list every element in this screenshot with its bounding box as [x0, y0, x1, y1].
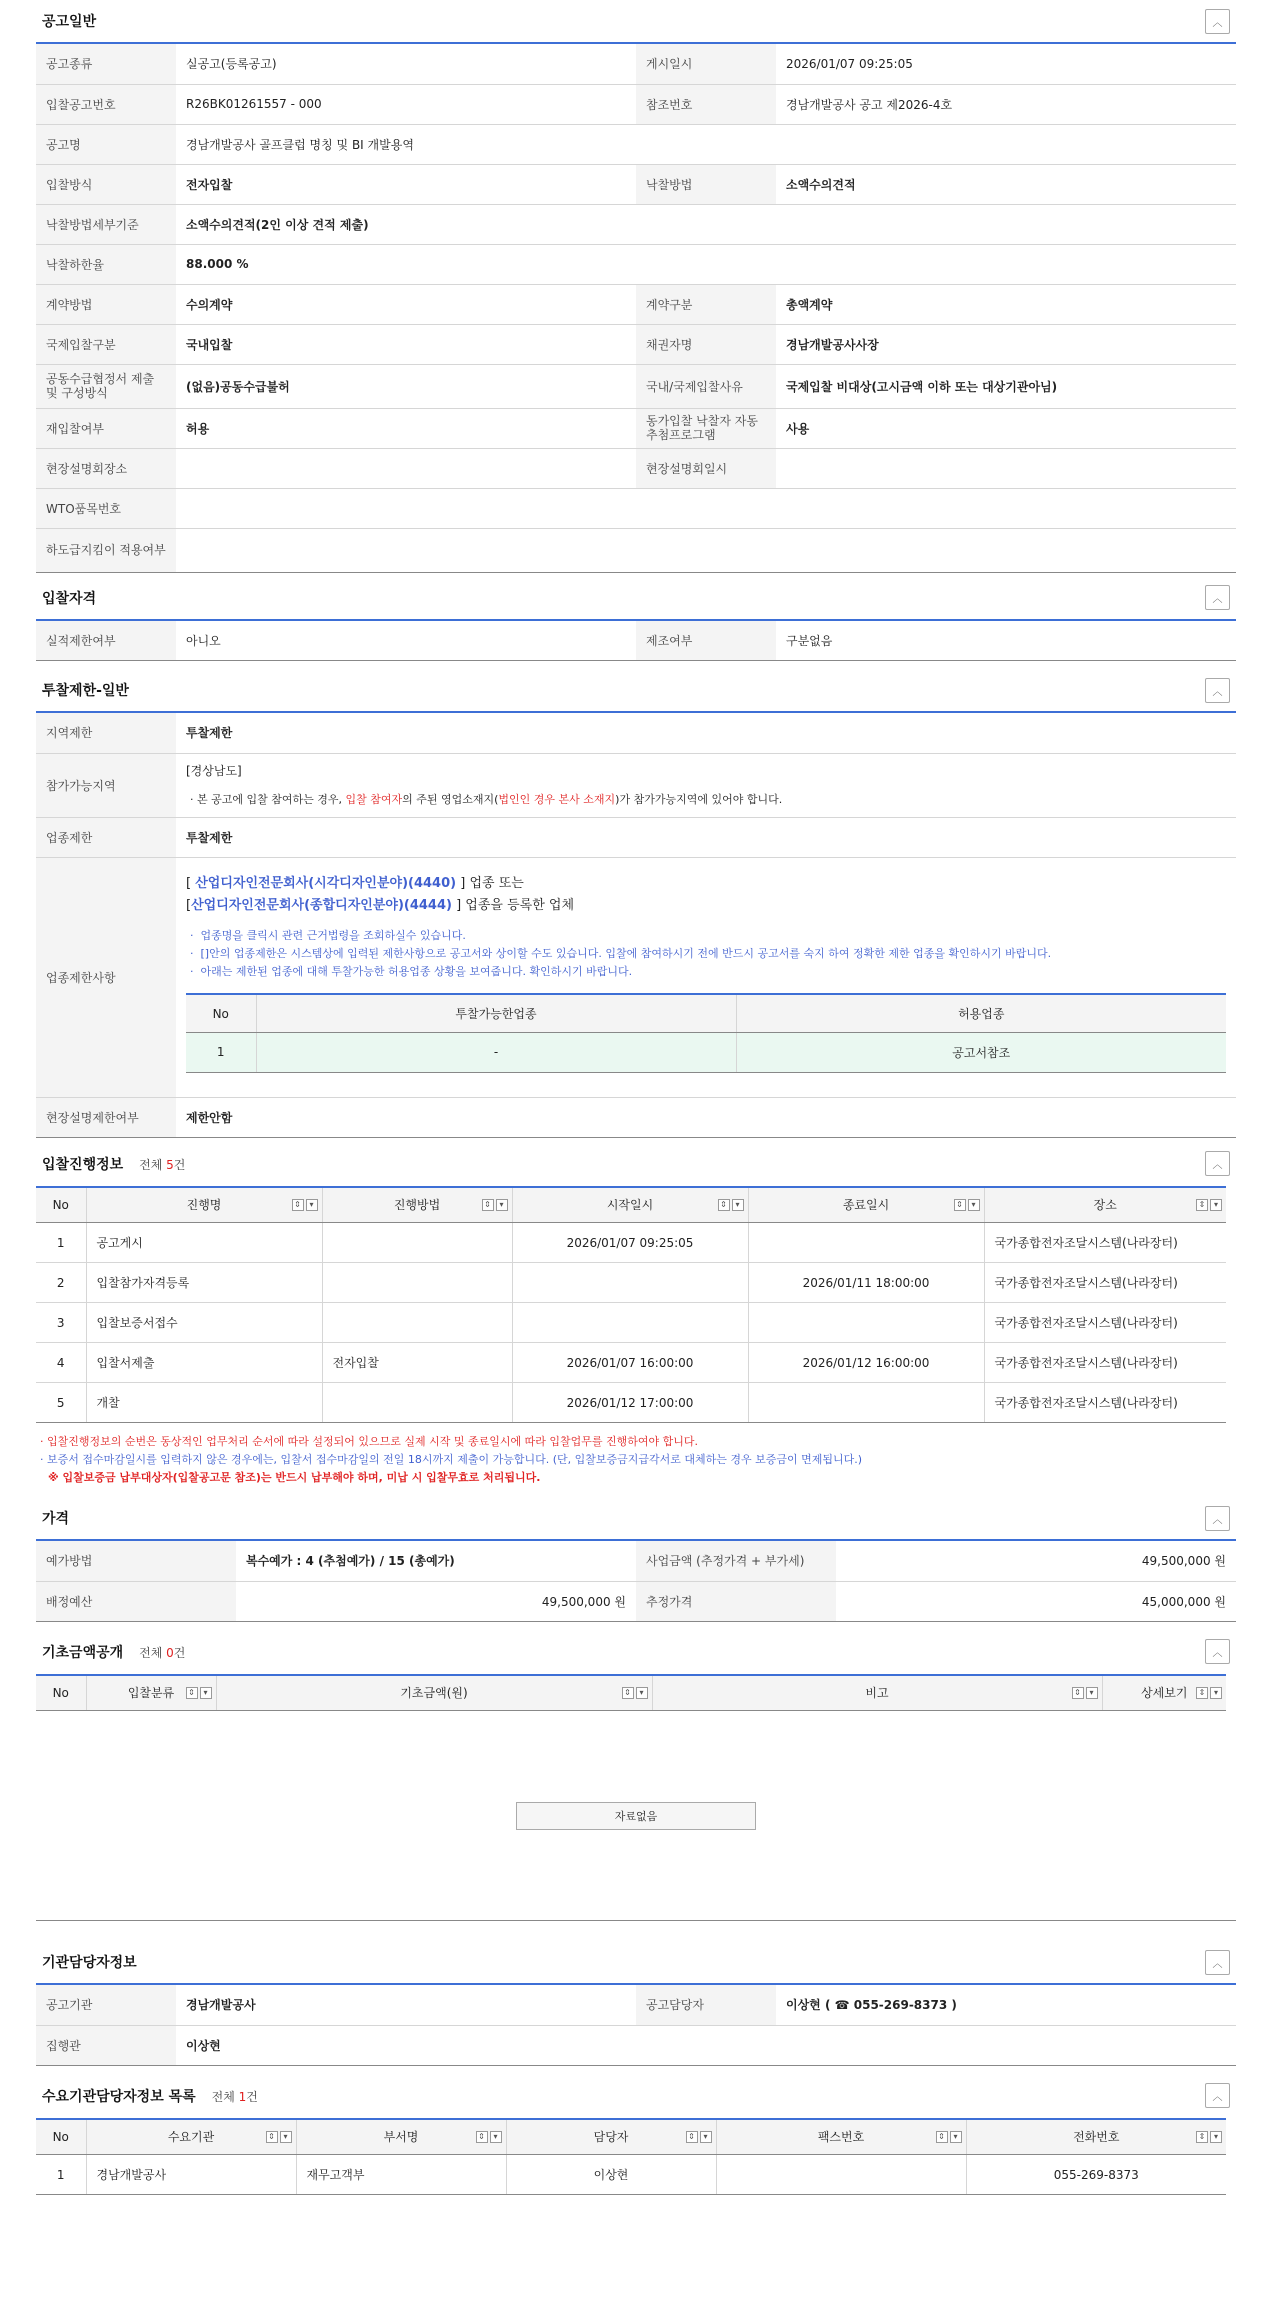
- field-value: [176, 488, 1236, 528]
- col-header[interactable]: 입찰분류 ⇕ ▾: [86, 1675, 216, 1711]
- col-header[interactable]: 비고 ⇕ ▾: [652, 1675, 1102, 1711]
- field-value: 국제입찰 비대상(고시금액 이하 또는 대상기관아님): [776, 364, 1236, 408]
- col-header[interactable]: 종료일시 ⇕ ▾: [748, 1187, 984, 1223]
- sort-toggle-icon[interactable]: ⇕ ▾: [686, 2131, 712, 2143]
- section-title: 입찰진행정보 전체 5건: [42, 1156, 186, 1173]
- field-value: 2026/01/07 09:25:05: [776, 44, 1236, 84]
- field-value: 88.000 %: [176, 244, 1236, 284]
- sort-toggle-icon[interactable]: ⇕ ▾: [1072, 1687, 1098, 1699]
- table-cell: 이상현: [506, 2155, 716, 2195]
- col-header[interactable]: 담당자 ⇕ ▾: [506, 2119, 716, 2155]
- table-cell: 1: [36, 2155, 86, 2195]
- base-table: [36, 1674, 1226, 1712]
- field-label: 현장설명회일시: [636, 448, 776, 488]
- no-data-message: 자료없음: [516, 1802, 756, 1830]
- section-title: 입찰자격: [42, 590, 97, 607]
- collapse-toggle-button[interactable]: [1205, 1506, 1230, 1531]
- biz-note-item: · 아래는 제한된 업종에 대해 투찰가능한 허용업종 상황을 보여줍니다. 확인하시기 바랍니다.: [190, 965, 633, 979]
- sort-toggle-icon[interactable]: ⇕ ▾: [1196, 2131, 1222, 2143]
- table-cell: 2026/01/12 16:00:00: [748, 1343, 984, 1383]
- progress-notes: [36, 1433, 1236, 1487]
- field-label: 지역제한: [36, 713, 176, 753]
- table-cell: 국가종합전자조달시스템(나라장터): [984, 1343, 1226, 1383]
- field-label: 채권자명: [636, 324, 776, 364]
- chevron-up-icon: ︿: [1212, 2092, 1223, 2103]
- table-cell: [322, 1223, 512, 1263]
- collapse-toggle-button[interactable]: [1205, 1950, 1230, 1975]
- field-value: 실공고(등록공고): [176, 44, 636, 84]
- field-value: 제한안함: [176, 1097, 1236, 1137]
- progress-table: [36, 1186, 1226, 1424]
- col-header[interactable]: 시작일시 ⇕ ▾: [512, 1187, 748, 1223]
- field-label: 현장설명회장소: [36, 448, 176, 488]
- collapse-toggle-button[interactable]: [1205, 678, 1230, 703]
- col-header[interactable]: 전화번호 ⇕ ▾: [966, 2119, 1226, 2155]
- col-header: No: [186, 994, 256, 1032]
- table-cell: [512, 1263, 748, 1303]
- table-row: [36, 1343, 1226, 1383]
- field-value: 소액수의견적: [776, 164, 1236, 204]
- sort-toggle-icon[interactable]: ⇕ ▾: [954, 1199, 980, 1211]
- table-cell: 2026/01/11 18:00:00: [748, 1263, 984, 1303]
- field-label: 실적제한여부: [36, 621, 176, 661]
- table-row: [36, 244, 1236, 284]
- field-label: 동가입찰 낙찰자 자동추첨프로그램: [636, 408, 776, 448]
- field-value: 경남개발공사: [176, 1985, 636, 2025]
- empty-area: [36, 1711, 1236, 1921]
- table-cell: 국가종합전자조달시스템(나라장터): [984, 1383, 1226, 1423]
- count-badge: 전체 0건: [139, 1645, 186, 1660]
- table-row: [36, 1223, 1226, 1263]
- field-label: 낙찰방법세부기준: [36, 204, 176, 244]
- section-price-header: [36, 1497, 1236, 1541]
- table-cell: 2026/01/12 17:00:00: [512, 1383, 748, 1423]
- chevron-up-icon: ︿: [1212, 1958, 1223, 1970]
- field-value: 49,500,000 원: [236, 1581, 636, 1621]
- field-label: 계약방법: [36, 284, 176, 324]
- region-value: [경상남도]: [186, 763, 242, 778]
- biz-link-4444[interactable]: 산업디자인전문회사(종합디자인분야)(4444): [191, 898, 452, 914]
- table-cell: 2026/01/07 09:25:05: [512, 1223, 748, 1263]
- field-label: 국제입찰구분: [36, 324, 176, 364]
- col-header: No: [36, 2119, 86, 2155]
- field-value: 아니오: [176, 621, 636, 661]
- sort-toggle-icon[interactable]: ⇕ ▾: [622, 1687, 648, 1699]
- sort-toggle-icon[interactable]: ⇕ ▾: [186, 1687, 212, 1699]
- biz-note-list: [186, 927, 1226, 981]
- notice-text: ※ 입찰보증금 납부대상자(입찰공고문 참조)는 반드시 납부해야 하며, 미납 시 입찰무효로 처리됩니다.: [48, 1471, 541, 1484]
- section-progress-header: [36, 1142, 1236, 1186]
- field-value: 수의계약: [176, 284, 636, 324]
- biz-note-item: · 업종명을 클릭시 관련 근거법령을 조회하실수 있습니다.: [190, 929, 466, 943]
- table-row: [36, 2155, 1226, 2195]
- section-title: 공고일반: [42, 14, 97, 30]
- table-row: [36, 528, 1236, 572]
- col-header: 허용업종: [736, 994, 1226, 1032]
- section-title: 기관담당자정보: [42, 1955, 137, 1971]
- field-label: 업종제한사항: [36, 857, 176, 1097]
- field-label: 현장설명제한여부: [36, 1097, 176, 1137]
- agency-table: [36, 1985, 1236, 2066]
- field-label: 예가방법: [36, 1541, 236, 1581]
- field-value: 이상현: [176, 2025, 1236, 2065]
- section-demand-header: [36, 2074, 1236, 2118]
- field-label: 공고종류: [36, 44, 176, 84]
- section-restriction-header: [36, 669, 1236, 713]
- field-value: 소액수의견적(2인 이상 견적 제출): [176, 204, 1236, 244]
- table-cell: 4: [36, 1343, 86, 1383]
- field-label: 입찰방식: [36, 164, 176, 204]
- table-cell: [716, 2155, 966, 2195]
- col-header: 투찰가능한업종: [256, 994, 736, 1032]
- field-value: R26BK01261557 - 000: [176, 84, 636, 124]
- field-label: 낙찰방법: [636, 164, 776, 204]
- table-row: [36, 84, 1236, 124]
- field-label: 제조여부: [636, 621, 776, 661]
- table-row: [36, 1383, 1226, 1423]
- table-cell: [512, 1303, 748, 1343]
- general-table: [36, 44, 1236, 573]
- field-label: 입찰공고번호: [36, 84, 176, 124]
- field-value: 이상현 ( ☎ 055-269-8373 ): [776, 1985, 1236, 2025]
- chevron-up-icon: ︿: [1212, 1160, 1223, 1171]
- table-cell: [748, 1303, 984, 1343]
- section-general-header: [36, 0, 1236, 44]
- table-row: [36, 1263, 1226, 1303]
- field-label: 공고담당자: [636, 1985, 776, 2025]
- biz-line-1: [ 산업디자인전문회사(시각디자인분야)(4440) ] 업종 또는: [186, 876, 524, 892]
- allowed-biz-table: [186, 993, 1226, 1073]
- field-label: 공동수급협정서 제출 및 구성방식: [36, 364, 176, 408]
- col-header[interactable]: 팩스번호 ⇕ ▾: [716, 2119, 966, 2155]
- sort-toggle-icon[interactable]: ⇕ ▾: [482, 1199, 508, 1211]
- table-cell: 국가종합전자조달시스템(나라장터): [984, 1303, 1226, 1343]
- table-cell: 공고게시: [86, 1223, 322, 1263]
- table-row: [36, 284, 1236, 324]
- qualification-table: [36, 621, 1236, 662]
- section-title: 수요기관담당자정보 목록 전체 1건: [42, 2088, 258, 2105]
- biz-line-2: [산업디자인전문회사(종합디자인분야)(4444) ] 업종을 등록한 업체: [186, 898, 575, 914]
- collapse-toggle-button[interactable]: [1205, 1151, 1230, 1176]
- field-value: [776, 448, 1236, 488]
- table-cell: 055-269-8373: [966, 2155, 1226, 2195]
- field-label: 추정가격: [636, 1581, 836, 1621]
- field-value: [176, 448, 636, 488]
- region-note: · 본 공고에 입찰 참여하는 경우, 입찰 참여자의 주된 영업소재지(법인인 경우 본사 소재지)가 참가가능지역에 있어야 합니다.: [190, 792, 783, 806]
- sort-toggle-icon[interactable]: ⇕ ▾: [718, 1199, 744, 1211]
- table-cell: 5: [36, 1383, 86, 1423]
- field-label: 집행관: [36, 2025, 176, 2065]
- field-label: 사업금액 (추정가격 + 부가세): [636, 1541, 836, 1581]
- table-cell: 입찰서제출: [86, 1343, 322, 1383]
- field-value: 총액계약: [776, 284, 1236, 324]
- table-row: [36, 488, 1236, 528]
- chevron-up-icon: ︿: [1212, 594, 1223, 605]
- section-title: 가격: [42, 1511, 70, 1527]
- sort-toggle-icon[interactable]: ⇕ ▾: [476, 2131, 502, 2143]
- field-value: [176, 528, 1236, 572]
- chevron-up-icon: ︿: [1212, 17, 1223, 29]
- field-value: 투찰제한: [176, 713, 1236, 753]
- field-value: 49,500,000 원: [836, 1541, 1236, 1581]
- table-row: [36, 204, 1236, 244]
- field-label: 공고기관: [36, 1985, 176, 2025]
- field-value: 사용: [776, 408, 1236, 448]
- sort-toggle-icon[interactable]: ⇕ ▾: [1196, 1199, 1222, 1211]
- field-value: 복수예가 : 4 (추첨예가) / 15 (총예가): [236, 1541, 636, 1581]
- table-row: 1 - 공고서참조: [186, 1032, 1226, 1072]
- chevron-up-icon: ︿: [1212, 1648, 1223, 1659]
- table-cell: [322, 1263, 512, 1303]
- sort-toggle-icon[interactable]: ⇕ ▾: [266, 2131, 292, 2143]
- collapse-toggle-button[interactable]: [1205, 1639, 1230, 1664]
- table-cell: 재무고객부: [296, 2155, 506, 2195]
- count-badge: 전체 1건: [211, 2089, 258, 2104]
- col-header: No: [36, 1675, 86, 1711]
- table-row: [36, 364, 1236, 408]
- field-label: 업종제한: [36, 817, 176, 857]
- table-cell: [322, 1303, 512, 1343]
- price-table: [36, 1541, 1236, 1622]
- table-cell: [748, 1383, 984, 1423]
- field-label: 재입찰여부: [36, 408, 176, 448]
- sort-toggle-icon[interactable]: ⇕ ▾: [936, 2131, 962, 2143]
- restriction-table: [36, 713, 1236, 1138]
- table-cell: 경남개발공사: [86, 2155, 296, 2195]
- table-cell: 1: [36, 1223, 86, 1263]
- field-value: 경남개발공사 공고 제2026-4호: [776, 84, 1236, 124]
- notice-text: · 입찰진행정보의 순번은 동상적인 업무처리 순서에 따라 설정되어 있으므로 실제 시작 및 종료일시에 따라 입찰업무를 진행하여야 합니다.: [40, 1435, 698, 1448]
- field-label: 공고명: [36, 124, 176, 164]
- sort-toggle-icon[interactable]: ⇕ ▾: [292, 1199, 318, 1211]
- demand-table: [36, 2118, 1226, 2196]
- section-title: 투찰제한-일반: [42, 683, 129, 699]
- collapse-toggle-button[interactable]: [1205, 585, 1230, 610]
- col-header[interactable]: 부서명 ⇕ ▾: [296, 2119, 506, 2155]
- field-label: 하도급지킴이 적용여부: [36, 528, 176, 572]
- table-row: [36, 44, 1236, 84]
- field-value: 경남개발공사 골프클럽 명칭 및 BI 개발용역: [176, 124, 1236, 164]
- field-label: 국내/국제입찰사유: [636, 364, 776, 408]
- section-base-header: [36, 1630, 1236, 1674]
- table-cell: 3: [36, 1303, 86, 1343]
- table-row: [36, 324, 1236, 364]
- table-row: [36, 1303, 1226, 1343]
- table-cell: 국가종합전자조달시스템(나라장터): [984, 1223, 1226, 1263]
- field-value: 경남개발공사사장: [776, 324, 1236, 364]
- sort-toggle-icon[interactable]: ⇕ ▾: [1196, 1687, 1222, 1699]
- field-value: 전자입찰: [176, 164, 636, 204]
- field-value: (없음)공동수급불허: [176, 364, 636, 408]
- table-cell: 입찰보증서접수: [86, 1303, 322, 1343]
- col-header: No: [36, 1187, 86, 1223]
- section-agency-header: [36, 1941, 1236, 1985]
- col-header[interactable]: 수요기관 ⇕ ▾: [86, 2119, 296, 2155]
- field-label: 낙찰하한율: [36, 244, 176, 284]
- field-value: 허용: [176, 408, 636, 448]
- field-label: WTO품목번호: [36, 488, 176, 528]
- field-value: 투찰제한: [176, 817, 1236, 857]
- col-header[interactable]: 진행방법 ⇕ ▾: [322, 1187, 512, 1223]
- section-title: 기초금액공개 전체 0건: [42, 1644, 186, 1661]
- table-row: [36, 448, 1236, 488]
- collapse-toggle-button[interactable]: [1205, 9, 1230, 34]
- table-row: [36, 408, 1236, 448]
- table-cell: 2026/01/07 16:00:00: [512, 1343, 748, 1383]
- table-cell: 국가종합전자조달시스템(나라장터): [984, 1263, 1226, 1303]
- field-value: 구분없음: [776, 621, 1236, 661]
- table-cell: 입찰참가자격등록: [86, 1263, 322, 1303]
- table-cell: 개찰: [86, 1383, 322, 1423]
- collapse-toggle-button[interactable]: [1205, 2083, 1230, 2108]
- field-label: 참조번호: [636, 84, 776, 124]
- table-cell: 전자입찰: [322, 1343, 512, 1383]
- biz-note-item: · []안의 업종제한은 시스템상에 입력된 제한사항으로 공고서와 상이할 수도 있습니다. 입찰에 참여하시기 전에 반드시 공고서를 숙지 하여 정확한 제한 업종을 확인하시기 바랍니다.: [190, 947, 1052, 961]
- table-cell: 2: [36, 1263, 86, 1303]
- field-value: 국내입찰: [176, 324, 636, 364]
- col-header[interactable]: 기초금액(원) ⇕ ▾: [216, 1675, 652, 1711]
- count-badge: 전체 5건: [139, 1157, 186, 1172]
- col-header[interactable]: 상세보기 ⇕ ▾: [1102, 1675, 1226, 1711]
- chevron-up-icon: ︿: [1212, 1514, 1223, 1526]
- col-header[interactable]: 장소 ⇕ ▾: [984, 1187, 1226, 1223]
- table-row: [36, 164, 1236, 204]
- chevron-up-icon: ︿: [1212, 686, 1223, 698]
- field-label: 배정예산: [36, 1581, 236, 1621]
- section-qualification-header: [36, 577, 1236, 621]
- table-row: [36, 124, 1236, 164]
- field-label: 게시일시: [636, 44, 776, 84]
- table-cell: [748, 1223, 984, 1263]
- field-value: 45,000,000 원: [836, 1581, 1236, 1621]
- table-cell: [322, 1383, 512, 1423]
- notice-text: · 보증서 접수마감일시를 입력하지 않은 경우에는, 입찰서 접수마감일의 전일 18시까지 제출이 가능합니다. (단, 입찰보증금지급각서로 대체하는 경우 보증금이 면제됩니다.): [40, 1453, 863, 1466]
- field-label: 참가가능지역: [36, 753, 176, 817]
- biz-link-4440[interactable]: 산업디자인전문회사(시각디자인분야)(4440): [195, 876, 457, 892]
- col-header[interactable]: 진행명 ⇕ ▾: [86, 1187, 322, 1223]
- field-label: 계약구분: [636, 284, 776, 324]
